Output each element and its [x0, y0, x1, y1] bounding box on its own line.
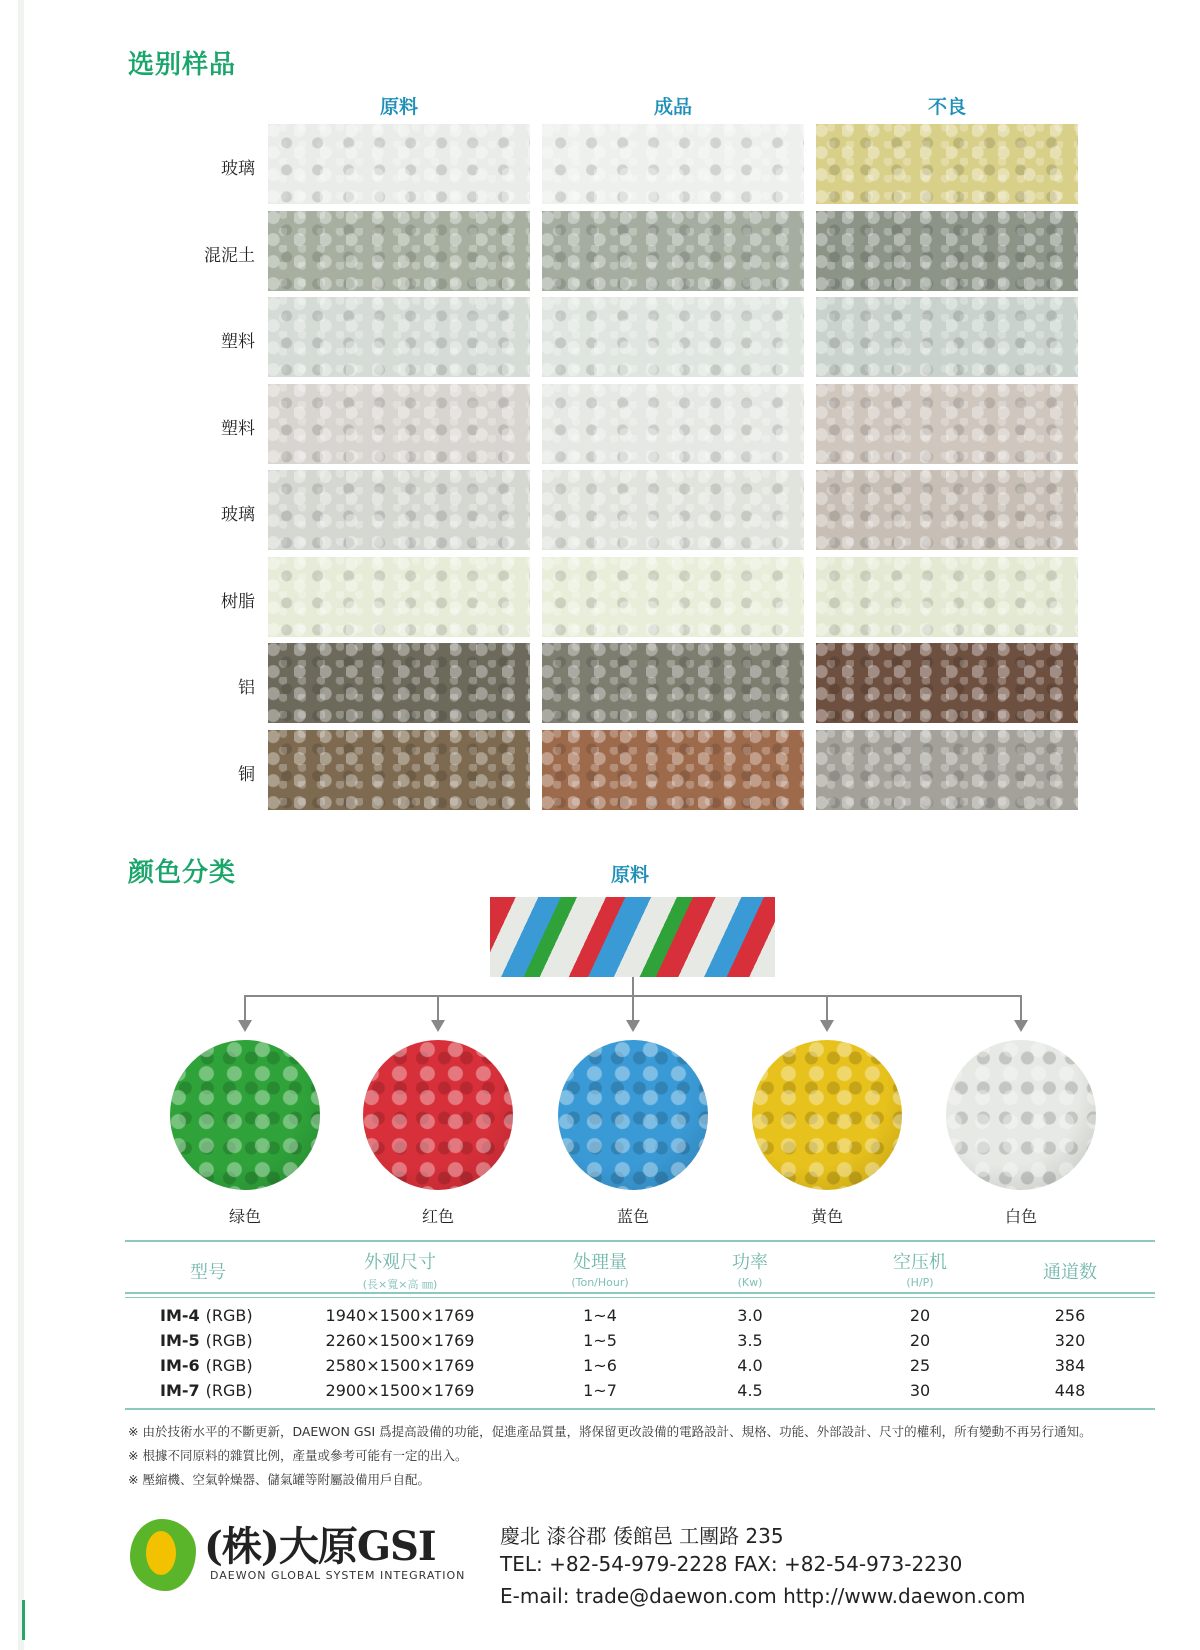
sample-image-原料 — [268, 211, 530, 291]
table-header-unit: (長×寬×高 ㎜) — [362, 1278, 438, 1291]
note-2: ※ 根據不同原料的雜質比例，產量或參考可能有一定的出入。 — [128, 1448, 468, 1463]
table-header-rule-2 — [125, 1297, 1155, 1298]
table-row-model — [160, 1381, 253, 1400]
sample-row-label: 玻璃 — [221, 505, 255, 525]
sample-image-成品 — [542, 211, 804, 291]
model-name: IM-7 — [160, 1381, 200, 1400]
company-email[interactable]: E-mail: trade@daewon.com http://www.daewon.com — [500, 1584, 1026, 1608]
logo-name: (株)大原GSI — [204, 1523, 436, 1570]
source-label: 原料 — [610, 864, 649, 886]
table-cell-power: 3.5 — [737, 1331, 763, 1350]
source-material-image — [490, 897, 775, 977]
column-header-1: 成品 — [653, 96, 692, 118]
sorted-color-image — [170, 1040, 320, 1190]
sorted-color-label: 红色 — [421, 1207, 454, 1226]
sample-image-原料 — [268, 557, 530, 637]
model-suffix: (RGB) — [205, 1356, 253, 1375]
connector-drop — [244, 995, 246, 1021]
table-header — [128, 1258, 288, 1284]
company-logo — [130, 1515, 470, 1595]
sample-image-成品 — [542, 643, 804, 723]
sorted-color-image — [946, 1040, 1096, 1190]
table-top-rule — [125, 1240, 1155, 1242]
sorted-color-image — [752, 1040, 902, 1190]
sample-image-不良 — [816, 211, 1078, 291]
company-phone: TEL: +82-54-979-2228 FAX: +82-54-973-2230 — [500, 1552, 963, 1576]
column-header-2: 不良 — [927, 96, 966, 118]
table-cell-compressor: 25 — [909, 1356, 931, 1375]
table-cell-capacity: 1~4 — [583, 1306, 617, 1325]
sample-image-不良 — [816, 730, 1078, 810]
sorted-color-image — [558, 1040, 708, 1190]
sample-row-label: 铝 — [238, 678, 255, 698]
sample-row-label: 树脂 — [221, 591, 255, 612]
sample-row-label: 混泥土 — [204, 245, 255, 266]
table-header — [520, 1248, 680, 1289]
table-header-label: 通道数 — [1043, 1262, 1097, 1283]
sample-image-不良 — [816, 557, 1078, 637]
sample-image-不良 — [816, 384, 1078, 464]
table-bottom-rule — [125, 1408, 1155, 1410]
connector-stem — [632, 977, 634, 995]
connector-drop — [632, 995, 634, 1021]
sample-image-不良 — [816, 643, 1078, 723]
table-cell-size: 1940×1500×1769 — [325, 1306, 475, 1325]
page-edge-stripe — [18, 0, 24, 1650]
sample-row-label: 铜 — [238, 764, 255, 785]
arrow-down-icon — [238, 1020, 252, 1032]
sample-image-不良 — [816, 297, 1078, 377]
table-cell-capacity: 1~6 — [583, 1356, 617, 1375]
table-cell-compressor: 30 — [909, 1381, 931, 1400]
table-header — [840, 1248, 1000, 1289]
sorted-color-image — [363, 1040, 513, 1190]
sample-image-成品 — [542, 384, 804, 464]
arrow-down-icon — [626, 1020, 640, 1032]
arrow-down-icon — [431, 1020, 445, 1032]
sample-row-label: 塑料 — [221, 332, 255, 352]
table-header-label: 处理量 — [573, 1252, 627, 1273]
table-cell-power: 4.5 — [737, 1381, 763, 1400]
table-cell-channels: 256 — [1054, 1306, 1086, 1325]
connector-drop — [1020, 995, 1022, 1021]
sample-image-原料 — [268, 470, 530, 550]
arrow-down-icon — [1014, 1020, 1028, 1032]
logo-subtitle: DAEWON GLOBAL SYSTEM INTEGRATION — [210, 1569, 466, 1582]
table-header-unit: (Kw) — [737, 1276, 763, 1289]
sample-image-成品 — [542, 124, 804, 204]
sorting-section-title: 选别样品 — [128, 50, 237, 80]
table-cell-power: 4.0 — [737, 1356, 763, 1375]
color-section-title: 颜色分类 — [128, 858, 237, 888]
sample-image-成品 — [542, 470, 804, 550]
table-header-unit: (H/P) — [906, 1276, 934, 1289]
column-header-0: 原料 — [379, 96, 418, 118]
table-cell-capacity: 1~5 — [583, 1331, 617, 1350]
sample-image-原料 — [268, 643, 530, 723]
table-cell-compressor: 20 — [909, 1306, 931, 1325]
model-name: IM-4 — [160, 1306, 200, 1325]
model-name: IM-5 — [160, 1331, 200, 1350]
page-edge-mark — [22, 1600, 25, 1640]
table-row-model — [160, 1331, 253, 1350]
model-suffix: (RGB) — [205, 1381, 253, 1400]
sample-image-成品 — [542, 557, 804, 637]
connector-drop — [437, 995, 439, 1021]
table-row-model — [160, 1356, 253, 1375]
table-header-rule — [125, 1292, 1155, 1294]
table-header-label: 外观尺寸 — [364, 1252, 436, 1273]
model-suffix: (RGB) — [205, 1306, 253, 1325]
table-cell-channels: 384 — [1054, 1356, 1086, 1375]
arrow-down-icon — [820, 1020, 834, 1032]
sample-image-成品 — [542, 730, 804, 810]
sample-image-原料 — [268, 297, 530, 377]
sorted-color-label: 白色 — [1004, 1207, 1037, 1226]
table-cell-channels: 448 — [1054, 1381, 1086, 1400]
sorted-color-label: 绿色 — [228, 1207, 261, 1226]
table-cell-capacity: 1~7 — [583, 1381, 617, 1400]
table-header — [1000, 1258, 1140, 1284]
table-cell-compressor: 20 — [909, 1331, 931, 1350]
table-cell-channels: 320 — [1054, 1331, 1086, 1350]
table-cell-size: 2900×1500×1769 — [325, 1381, 475, 1400]
table-row-model — [160, 1306, 253, 1325]
sample-image-原料 — [268, 730, 530, 810]
table-header — [680, 1248, 820, 1289]
logo-mark-icon — [130, 1519, 196, 1591]
model-suffix: (RGB) — [205, 1331, 253, 1350]
sorted-color-label: 黄色 — [810, 1207, 843, 1226]
sorted-color-label: 蓝色 — [616, 1207, 649, 1226]
table-header-label: 空压机 — [893, 1252, 947, 1273]
sample-image-不良 — [816, 470, 1078, 550]
table-cell-power: 3.0 — [737, 1306, 763, 1325]
sample-image-不良 — [816, 124, 1078, 204]
table-header-label: 功率 — [732, 1252, 768, 1273]
table-cell-size: 2580×1500×1769 — [325, 1356, 475, 1375]
sample-image-原料 — [268, 124, 530, 204]
sample-image-成品 — [542, 297, 804, 377]
company-address: 慶北 漆谷郡 倭館邑 工團路 235 — [500, 1524, 784, 1548]
table-cell-size: 2260×1500×1769 — [325, 1331, 475, 1350]
table-header-label: 型号 — [190, 1262, 226, 1283]
table-header — [300, 1248, 500, 1292]
table-header-unit: (Ton/Hour) — [571, 1276, 629, 1289]
note-1: ※ 由於技術水平的不斷更新，DAEWON GSI 爲提高設備的功能，促進產品質量，將保留更改設備的電路設計、規格、功能、外部設計、尺寸的權利，所有變動不再另行通知。 — [128, 1424, 1092, 1439]
model-name: IM-6 — [160, 1356, 200, 1375]
sample-row-label: 玻璃 — [221, 159, 255, 179]
sample-image-原料 — [268, 384, 530, 464]
note-3: ※ 壓縮機、空氣幹燥器、儲氣罐等附屬設備用戶自配。 — [128, 1472, 430, 1487]
sample-row-label: 塑料 — [221, 418, 255, 439]
connector-drop — [826, 995, 828, 1021]
